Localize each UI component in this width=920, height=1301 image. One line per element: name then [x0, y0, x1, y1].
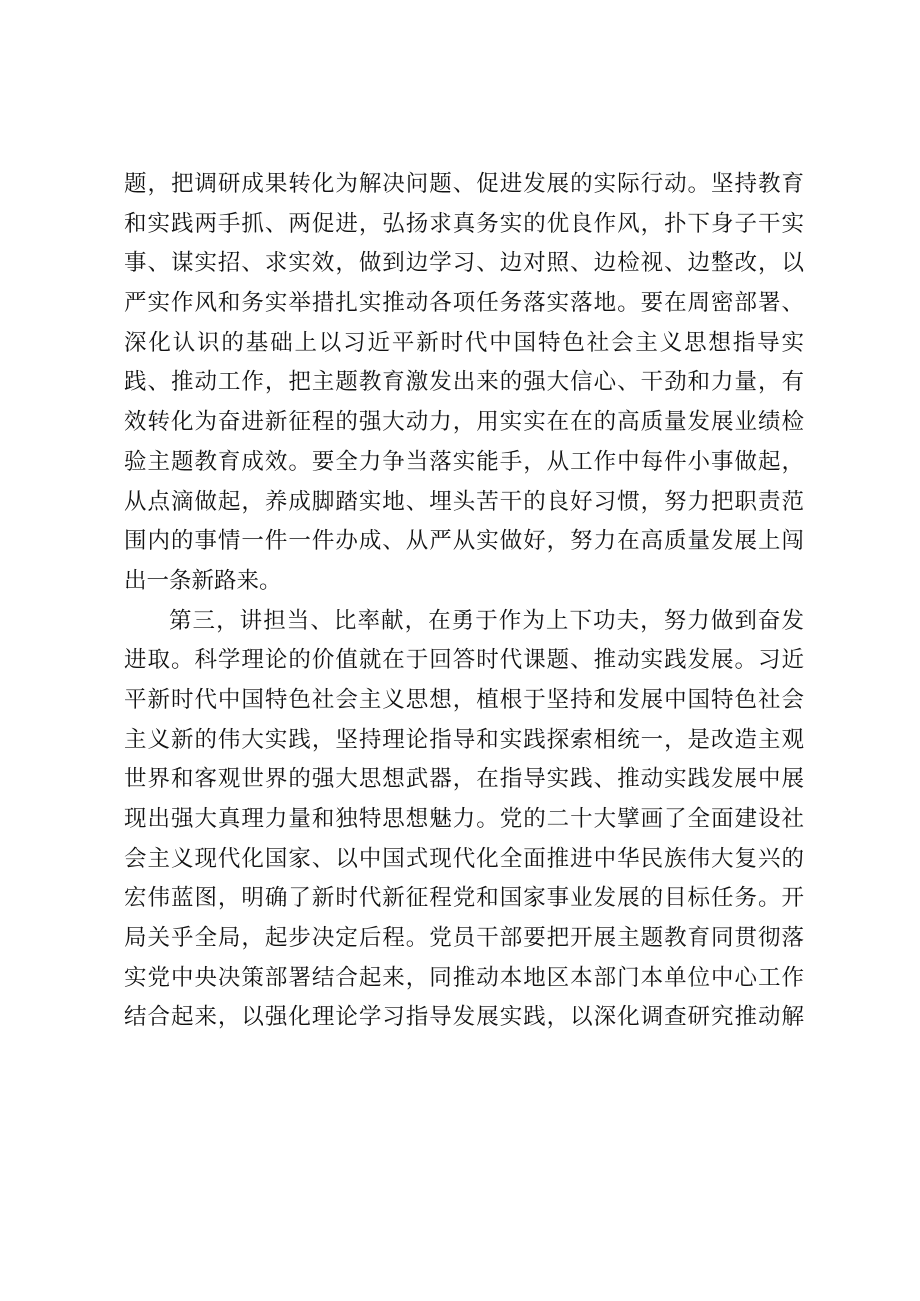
text-line: 会主义现代化国家、以中国式现代化全面推进中华民族伟大复兴的	[124, 845, 804, 872]
text-line: 局关乎全局，起步决定后程。党员干部要把开展主题教育同贯彻落	[124, 925, 804, 952]
text-line: 围内的事情一件一件办成、从严从实做好，努力在高质量发展上闯	[124, 528, 804, 555]
text-line: 结合起来，以强化理论学习指导发展实践，以深化调查研究推动解	[124, 1004, 804, 1031]
text-line: 现出强大真理力量和独特思想魅力。党的二十大擘画了全面建设社	[124, 806, 804, 832]
text-line: 宏伟蓝图，明确了新时代新征程党和国家事业发展的目标任务。开	[124, 885, 804, 912]
text-line: 深化认识的基础上以习近平新时代中国特色社会主义思想指导实	[124, 329, 804, 356]
text-line: 第三，讲担当、比率献，在勇于作为上下功夫，努力做到奋发	[169, 607, 804, 634]
paragraph-1	[124, 165, 804, 602]
text-line: 题，把调研成果转化为解决问题、促进发展的实际行动。坚持教育	[124, 171, 804, 197]
document-body	[124, 165, 804, 1038]
text-line: 事、谋实招、求实效，做到边学习、边对照、边检视、边整改，以	[124, 250, 804, 277]
text-line: 实党中央决策部署结合起来，同推动本地区本部门本单位中心工作	[124, 964, 804, 991]
paragraph-2	[124, 602, 804, 1039]
text-line: 世界和客观世界的强大思想武器，在指导实践、推动实践发展中展	[124, 766, 804, 793]
text-line: 效转化为奋进新征程的强大动力，用实实在在的高质量发展业绩检	[124, 409, 804, 436]
text-line: 进取。科学理论的价值就在于回答时代课题、推动实践发展。习近	[124, 647, 804, 674]
text-line: 严实作风和务实举措扎实推动各项任务落实落地。要在周密部署、	[124, 290, 804, 317]
text-line: 平新时代中国特色社会主义思想，植根于坚持和发展中国特色社会	[124, 686, 804, 713]
text-line: 践、推动工作，把主题教育激发出来的强大信心、干劲和力量，有	[124, 369, 804, 396]
text-line: 从点滴做起，养成脚踏实地、埋头苦干的良好习惯，努力把职责范	[124, 488, 804, 515]
text-line: 和实践两手抓、两促进，弘扬求真务实的优良作风，扑下身子干实	[124, 210, 804, 237]
text-line: 验主题教育成效。要全力争当落实能手，从工作中每件小事做起，	[124, 448, 804, 475]
text-line: 主义新的伟大实践，坚持理论指导和实践探索相统一，是改造主观	[124, 726, 804, 753]
text-line: 出一条新路来。	[124, 567, 282, 594]
